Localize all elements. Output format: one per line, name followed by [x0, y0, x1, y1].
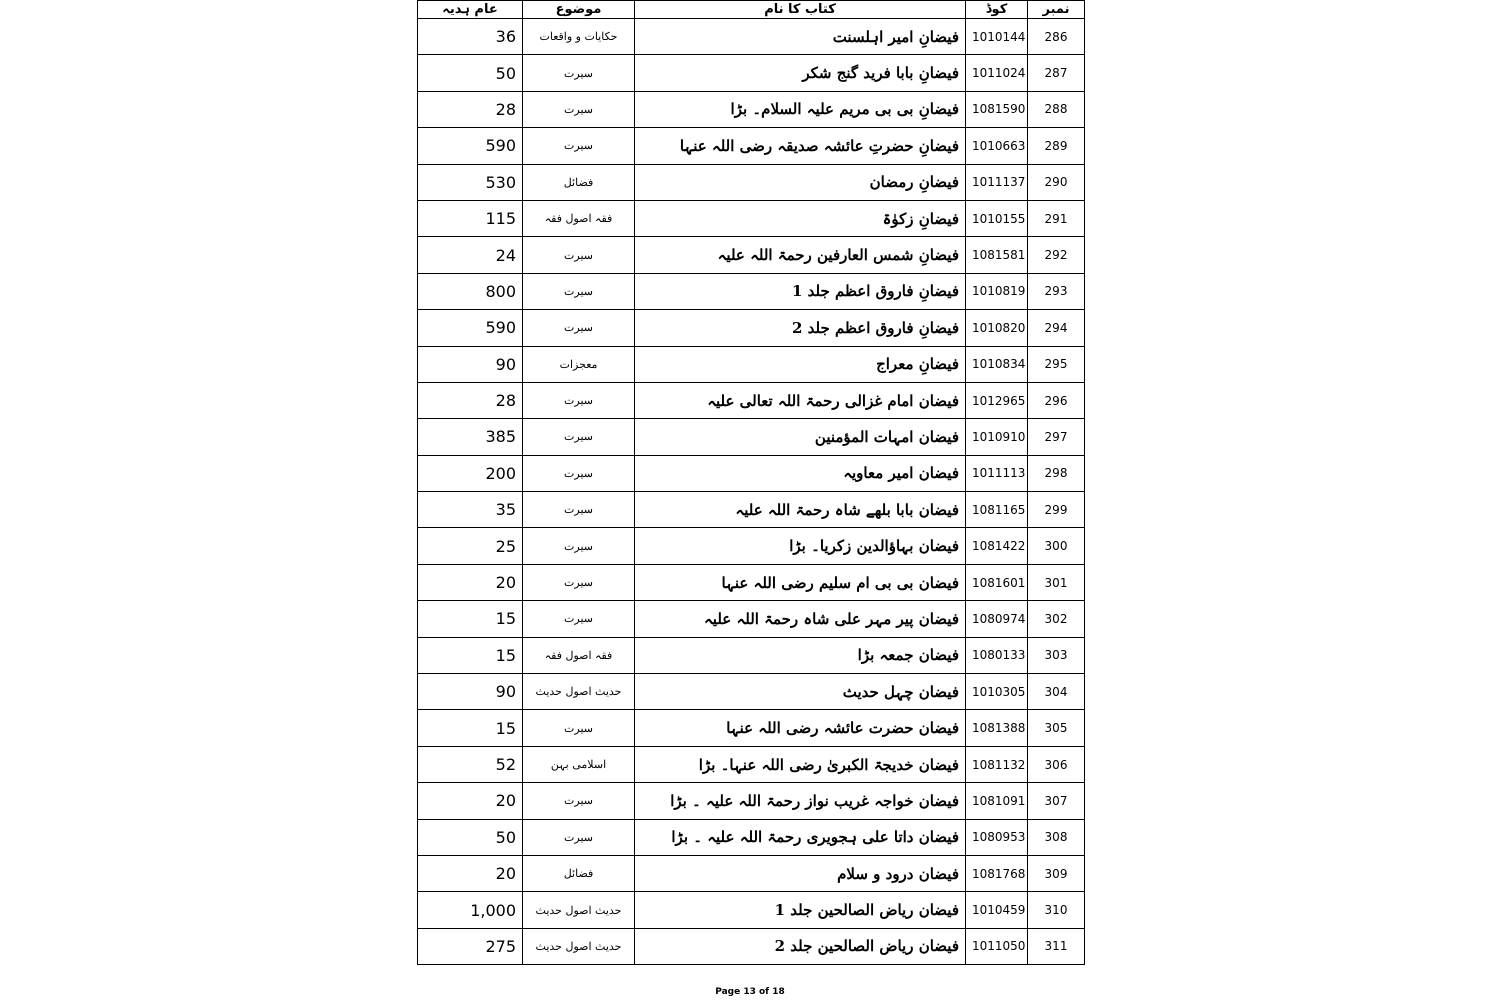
cell-number: 293: [1028, 273, 1085, 309]
cell-price: 24: [418, 237, 523, 273]
cell-price: 115: [418, 200, 523, 236]
table-row: [418, 382, 1085, 418]
cell-number: 302: [1028, 601, 1085, 637]
table-row: [418, 892, 1085, 928]
cell-book-title: فیضان جمعہ بڑا: [635, 637, 966, 673]
cell-code: 1010305: [966, 674, 1028, 710]
cell-subject: حدیث اصول حدیث: [523, 674, 635, 710]
cell-price: 385: [418, 419, 523, 455]
cell-number: 286: [1028, 19, 1085, 55]
cell-price: 90: [418, 346, 523, 382]
cell-book-title: فیضان چہل حدیث: [635, 674, 966, 710]
cell-price: 800: [418, 273, 523, 309]
cell-book-title: فیضان امام غزالی رحمۃ اللہ تعالی علیہ: [635, 382, 966, 418]
cell-book-title: فیضانِ معراج: [635, 346, 966, 382]
cell-subject: سیرت: [523, 128, 635, 164]
cell-number: 305: [1028, 710, 1085, 746]
cell-book-title: فیضانِ شمس العارفین رحمۃ اللہ علیہ: [635, 237, 966, 273]
column-header-subject: موضوع: [523, 1, 635, 19]
cell-code: 1010144: [966, 19, 1028, 55]
cell-code: 1010155: [966, 200, 1028, 236]
cell-price: 15: [418, 637, 523, 673]
cell-subject: معجزات: [523, 346, 635, 382]
cell-book-title: فیضان داتا علی ہجویری رحمۃ اللہ علیہ ۔ بڑا: [635, 819, 966, 855]
cell-price: 590: [418, 310, 523, 346]
cell-subject: سیرت: [523, 528, 635, 564]
cell-book-title: فیضان خدیجۃ الکبریٰ رضی اللہ عنہا۔ بڑا: [635, 746, 966, 782]
table-row: [418, 164, 1085, 200]
table-row: [418, 55, 1085, 91]
cell-subject: حکایات و واقعات: [523, 19, 635, 55]
table-row: [418, 674, 1085, 710]
cell-subject: فقہ اصول فقہ: [523, 637, 635, 673]
cell-price: 36: [418, 19, 523, 55]
cell-book-title: فیضانِ فاروق اعظم جلد 1: [635, 273, 966, 309]
table-row: [418, 128, 1085, 164]
cell-code: 1080133: [966, 637, 1028, 673]
cell-code: 1081132: [966, 746, 1028, 782]
table-row: [418, 19, 1085, 55]
cell-book-title: فیضان بہاؤالدین زکریا۔ بڑا: [635, 528, 966, 564]
cell-price: 28: [418, 91, 523, 127]
cell-number: 296: [1028, 382, 1085, 418]
cell-number: 299: [1028, 492, 1085, 528]
cell-book-title: فیضان امہات المؤمنین: [635, 419, 966, 455]
cell-code: 1081581: [966, 237, 1028, 273]
cell-subject: سیرت: [523, 819, 635, 855]
cell-book-title: فیضان حضرت عائشہ رضی اللہ عنہا: [635, 710, 966, 746]
table-row: [418, 455, 1085, 491]
cell-book-title: فیضان بابا بلھے شاہ رحمۃ اللہ علیہ: [635, 492, 966, 528]
cell-number: 309: [1028, 855, 1085, 891]
table-row: [418, 492, 1085, 528]
cell-number: 306: [1028, 746, 1085, 782]
cell-subject: حدیث اصول حدیث: [523, 892, 635, 928]
column-header-code: کوڈ: [966, 1, 1028, 19]
cell-price: 15: [418, 710, 523, 746]
cell-code: 1011050: [966, 928, 1028, 964]
table-row: [418, 564, 1085, 600]
cell-book-title: فیضانِ رمضان: [635, 164, 966, 200]
cell-subject: فضائل: [523, 855, 635, 891]
table-row: [418, 528, 1085, 564]
cell-price: 275: [418, 928, 523, 964]
cell-price: 52: [418, 746, 523, 782]
table-row: [418, 746, 1085, 782]
cell-subject: فضائل: [523, 164, 635, 200]
cell-price: 90: [418, 674, 523, 710]
column-header-title: کتاب کا نام: [635, 1, 966, 19]
page-number: Page 13 of 18: [715, 987, 785, 997]
column-header-price: عام ہدیہ: [418, 1, 523, 19]
cell-book-title: فیضان امیر معاویہ: [635, 455, 966, 491]
cell-subject: سیرت: [523, 455, 635, 491]
cell-subject: سیرت: [523, 91, 635, 127]
table-row: [418, 855, 1085, 891]
cell-code: 1010834: [966, 346, 1028, 382]
cell-subject: سیرت: [523, 382, 635, 418]
cell-code: 1011137: [966, 164, 1028, 200]
cell-price: 590: [418, 128, 523, 164]
cell-subject: فقہ اصول فقہ: [523, 200, 635, 236]
cell-code: 1010819: [966, 273, 1028, 309]
cell-number: 288: [1028, 91, 1085, 127]
cell-price: 35: [418, 492, 523, 528]
cell-book-title: فیضانِ امیر اہلسنت: [635, 19, 966, 55]
cell-book-title: فیضان درود و سلام: [635, 855, 966, 891]
cell-number: 308: [1028, 819, 1085, 855]
cell-code: 1011113: [966, 455, 1028, 491]
table-row: [418, 637, 1085, 673]
cell-code: 1010910: [966, 419, 1028, 455]
cell-price: 20: [418, 564, 523, 600]
cell-code: 1010459: [966, 892, 1028, 928]
cell-code: 1081601: [966, 564, 1028, 600]
cell-price: 25: [418, 528, 523, 564]
cell-book-title: فیضان بی بی ام سلیم رضی اللہ عنہا: [635, 564, 966, 600]
cell-subject: سیرت: [523, 783, 635, 819]
cell-number: 294: [1028, 310, 1085, 346]
cell-book-title: فیضانِ زکوٰۃ: [635, 200, 966, 236]
cell-price: 20: [418, 855, 523, 891]
table-header-row: [418, 1, 1085, 19]
cell-number: 290: [1028, 164, 1085, 200]
cell-number: 307: [1028, 783, 1085, 819]
cell-price: 20: [418, 783, 523, 819]
table-row: [418, 91, 1085, 127]
cell-code: 1081422: [966, 528, 1028, 564]
table-row: [418, 819, 1085, 855]
cell-book-title: فیضان ریاض الصالحین جلد 1: [635, 892, 966, 928]
cell-price: 15: [418, 601, 523, 637]
cell-code: 1081590: [966, 91, 1028, 127]
table-row: [418, 237, 1085, 273]
cell-number: 297: [1028, 419, 1085, 455]
cell-price: 530: [418, 164, 523, 200]
table-row: [418, 419, 1085, 455]
cell-book-title: فیضانِ فاروق اعظم جلد 2: [635, 310, 966, 346]
table-row: [418, 346, 1085, 382]
book-price-table: [417, 0, 1085, 965]
cell-number: 298: [1028, 455, 1085, 491]
cell-code: 1012965: [966, 382, 1028, 418]
cell-code: 1080953: [966, 819, 1028, 855]
cell-number: 311: [1028, 928, 1085, 964]
cell-price: 50: [418, 819, 523, 855]
table-row: [418, 273, 1085, 309]
cell-book-title: فیضان ریاض الصالحین جلد 2: [635, 928, 966, 964]
table-row: [418, 310, 1085, 346]
cell-subject: سیرت: [523, 710, 635, 746]
cell-code: 1081165: [966, 492, 1028, 528]
cell-code: 1081768: [966, 855, 1028, 891]
cell-subject: اسلامی بہن: [523, 746, 635, 782]
table-row: [418, 601, 1085, 637]
cell-subject: سیرت: [523, 419, 635, 455]
cell-book-title: فیضان خواجہ غریب نواز رحمۃ اللہ علیہ ۔ بڑا: [635, 783, 966, 819]
cell-code: 1011024: [966, 55, 1028, 91]
cell-number: 289: [1028, 128, 1085, 164]
cell-code: 1080974: [966, 601, 1028, 637]
cell-book-title: فیضانِ حضرتِ عائشہ صدیقہ رضی اللہ عنہا: [635, 128, 966, 164]
cell-number: 310: [1028, 892, 1085, 928]
cell-number: 287: [1028, 55, 1085, 91]
cell-book-title: فیضانِ بی بی مریم علیہ السلام۔ بڑا: [635, 91, 966, 127]
cell-code: 1081091: [966, 783, 1028, 819]
cell-price: 1,000: [418, 892, 523, 928]
table-body: [418, 19, 1085, 965]
cell-subject: سیرت: [523, 237, 635, 273]
cell-subject: سیرت: [523, 601, 635, 637]
cell-book-title: فیضانِ بابا فرید گنج شکر: [635, 55, 966, 91]
cell-number: 303: [1028, 637, 1085, 673]
cell-code: 1010663: [966, 128, 1028, 164]
cell-price: 200: [418, 455, 523, 491]
cell-subject: سیرت: [523, 310, 635, 346]
cell-price: 50: [418, 55, 523, 91]
cell-number: 295: [1028, 346, 1085, 382]
table-row: [418, 928, 1085, 964]
table-row: [418, 710, 1085, 746]
cell-number: 292: [1028, 237, 1085, 273]
table-row: [418, 200, 1085, 236]
table-row: [418, 783, 1085, 819]
cell-number: 301: [1028, 564, 1085, 600]
cell-subject: سیرت: [523, 273, 635, 309]
cell-subject: سیرت: [523, 492, 635, 528]
cell-subject: حدیث اصول حدیث: [523, 928, 635, 964]
cell-number: 300: [1028, 528, 1085, 564]
column-header-number: نمبر: [1028, 1, 1085, 19]
cell-subject: سیرت: [523, 564, 635, 600]
cell-code: 1081388: [966, 710, 1028, 746]
cell-number: 291: [1028, 200, 1085, 236]
cell-subject: سیرت: [523, 55, 635, 91]
cell-price: 28: [418, 382, 523, 418]
cell-code: 1010820: [966, 310, 1028, 346]
cell-number: 304: [1028, 674, 1085, 710]
cell-book-title: فیضان پیر مہر علی شاہ رحمۃ اللہ علیہ: [635, 601, 966, 637]
